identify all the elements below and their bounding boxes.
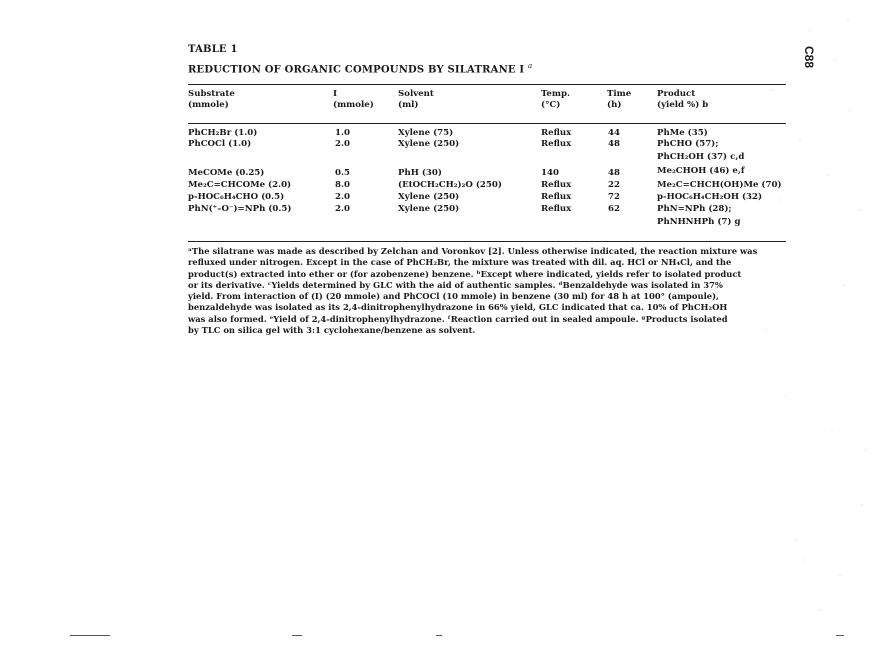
footnote-line: by TLC on silica gel with 3:1 cyclohexane/benzene as solvent. bbox=[188, 325, 476, 336]
row6-time: 62 bbox=[608, 204, 620, 214]
footnote-line: benzaldehyde was isolated as its 2,4-dinitrophenylhydrazone in 66% yield, GLC indicated that ca. 10% of PhCH₂OH bbox=[188, 302, 728, 313]
row4-solvent: (EtOCH₂CH₂)₂O (250) bbox=[398, 180, 502, 190]
table-title: TABLE 1 bbox=[188, 44, 238, 55]
row6-substrate: PhN(⁺–O⁻)=NPh (0.5) bbox=[188, 204, 292, 214]
scan-artifact bbox=[436, 635, 442, 636]
header-time-unit: (h) bbox=[607, 100, 622, 110]
header-i-label: I bbox=[333, 89, 338, 99]
header-product-label: Product bbox=[657, 89, 696, 99]
footnote-line: refluxed under nitrogen. Except in the case of PhCH₂Br, the mixture was treated with dil. aq. HCl or NH₄Cl, and the bbox=[188, 257, 732, 268]
row3-solvent: PhH (30) bbox=[398, 168, 442, 178]
row1-time: 44 bbox=[608, 128, 620, 138]
scan-artifact bbox=[70, 635, 110, 636]
footnote-line: product(s) extracted into ether or (for azobenzene) benzene. ᵇExcept where indicated, yields refer to isolated product bbox=[188, 268, 742, 279]
header-solvent bbox=[398, 89, 434, 111]
row5-solvent: Xylene (250) bbox=[398, 192, 460, 202]
row3-product: Me₂CHOH (46) e,f bbox=[657, 166, 745, 176]
row5-i: 2.0 bbox=[335, 192, 350, 202]
header-i-unit: (mmole) bbox=[333, 100, 374, 110]
row2-substrate: PhCOCl (1.0) bbox=[188, 139, 252, 149]
table-caption-text: REDUCTION OF ORGANIC COMPOUNDS BY SILATRANE I bbox=[188, 64, 525, 76]
row6-i: 2.0 bbox=[335, 204, 350, 214]
header-substrate-unit: (mmole) bbox=[188, 100, 229, 110]
scan-speckle bbox=[560, 0, 872, 645]
row6-solvent: Xylene (250) bbox=[398, 204, 460, 214]
row5-temp: Reflux bbox=[541, 192, 572, 202]
header-solvent-label: Solvent bbox=[398, 89, 434, 99]
row6-product-line2: PhNHNHPh (7) g bbox=[657, 217, 741, 227]
row1-solvent: Xylene (75) bbox=[398, 128, 454, 138]
footnote-line: or its derivative. ᶜYields determined by GLC with the aid of authentic samples. ᵈBenzaldehyde was isolated in 37% bbox=[188, 279, 723, 290]
row5-time: 72 bbox=[608, 192, 620, 202]
footnote-line: ᵃThe silatrane was made as described by Zelchan and Voronkov [2]. Unless otherwise indicated, the reaction mixture was bbox=[188, 246, 758, 256]
row2-solvent: Xylene (250) bbox=[398, 139, 460, 149]
row2-product-line1: PhCHO (57); bbox=[657, 139, 719, 149]
row3-substrate: MeCOMe (0.25) bbox=[188, 168, 265, 178]
scan-artifact bbox=[292, 635, 302, 636]
header-substrate-label: Substrate bbox=[188, 89, 235, 99]
row3-i: 0.5 bbox=[335, 168, 350, 178]
row4-time: 22 bbox=[608, 180, 620, 190]
row1-substrate: PhCH₂Br (1.0) bbox=[188, 128, 258, 138]
table-caption bbox=[188, 62, 532, 75]
row2-product-line2: PhCH₂OH (37) c,d bbox=[657, 152, 745, 162]
header-solvent-unit: (ml) bbox=[398, 100, 419, 110]
table-caption-footnote-mark: a bbox=[527, 62, 533, 70]
header-i bbox=[333, 89, 374, 111]
row6-temp: Reflux bbox=[541, 204, 572, 214]
header-temp-unit: (°C) bbox=[541, 100, 561, 110]
row2-i: 2.0 bbox=[335, 139, 350, 149]
row5-product: p-HOC₆H₄CH₂OH (32) bbox=[657, 192, 763, 202]
header-temp-label: Temp. bbox=[541, 89, 570, 99]
row4-i: 8.0 bbox=[335, 180, 350, 190]
row1-product: PhMe (35) bbox=[657, 128, 708, 138]
row4-product: Me₂C=CHCH(OH)Me (70) bbox=[657, 180, 782, 190]
footnote-line: was also formed. ᵉYield of 2,4-dinitrophenylhydrazone. ᶠReaction carried out in sealed ampoule. ᵍProducts isolated bbox=[188, 313, 728, 324]
row1-i: 1.0 bbox=[335, 128, 350, 138]
row2-temp: Reflux bbox=[541, 139, 572, 149]
row6-product-line1: PhN=NPh (28); bbox=[657, 204, 732, 214]
row1-temp: Reflux bbox=[541, 128, 572, 138]
header-substrate bbox=[188, 89, 235, 111]
row4-substrate: Me₂C=CHCOMe (2.0) bbox=[188, 180, 292, 190]
row4-temp: Reflux bbox=[541, 180, 572, 190]
footnote-line: yield. From interaction of (I) (20 mmole) and PhCOCl (10 mmole) in benzene (30 ml) for 48 h at 100° (ampoule), bbox=[188, 291, 719, 302]
header-product-unit: (yield %) b bbox=[657, 100, 709, 110]
row3-temp: 140 bbox=[541, 168, 559, 178]
header-time-label: Time bbox=[607, 89, 632, 99]
row5-substrate: p-HOC₆H₄CHO (0.5) bbox=[188, 192, 285, 202]
page-code: C88 bbox=[802, 46, 816, 69]
row2-time: 48 bbox=[608, 139, 620, 149]
row3-time: 48 bbox=[608, 168, 620, 178]
